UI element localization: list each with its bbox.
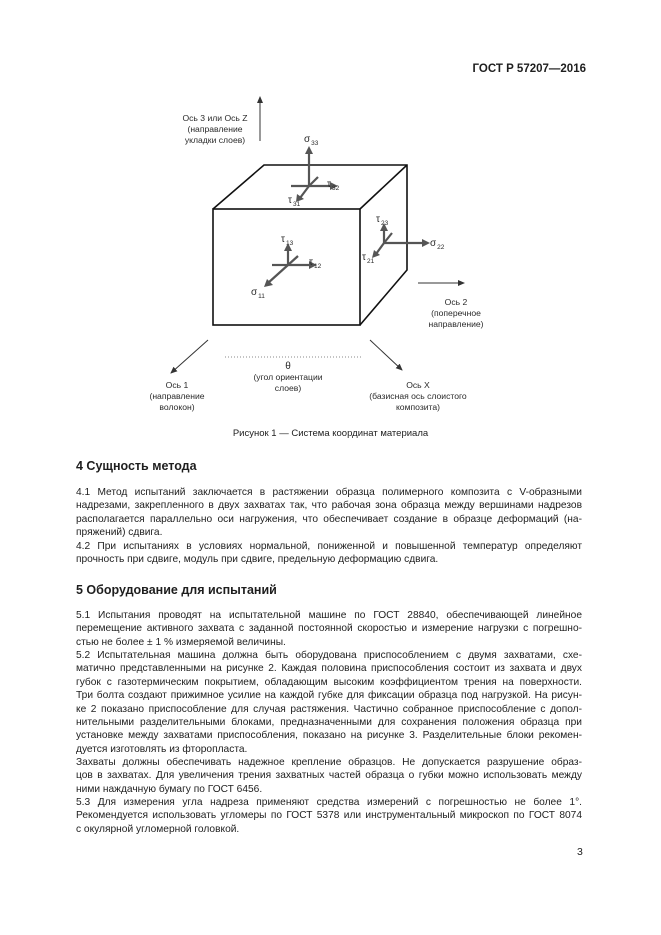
axisx-label-line: (базисная ось слоистого — [369, 391, 467, 401]
text-line: 4.1 Метод испытаний заключается в растяжении образца полимерного композита с V-образными — [76, 487, 582, 498]
theta-symbol: θ — [285, 361, 291, 372]
axisx-arrow — [370, 340, 402, 370]
symbol-subscript: 22 — [437, 244, 445, 251]
symbol-subscript: 32 — [331, 185, 340, 192]
section5-title: 5 Оборудование для испытаний — [76, 583, 277, 597]
axisx-label — [363, 380, 473, 413]
text-line: 5.2 Испытательная машина должна быть оборудована приспособлением с двумя захватами, схе- — [76, 650, 582, 661]
text-line: установке между захватами приспособления, показано на рисунке 3. Разделительные блоки рекомен- — [76, 730, 582, 742]
axis2-label-line: направление) — [428, 319, 484, 329]
section4-paragraph-1 — [76, 486, 582, 540]
text-line: ке 2 показано приспособление для случая растяжения. Частично собранное приспособление с допол- — [76, 703, 582, 715]
symbol-main: σ — [304, 134, 311, 145]
tau31-arrow — [300, 186, 309, 198]
text-line: матично представленными на рисунке 2. Каждая половина приспособления состоит из захвата и двух — [76, 663, 582, 675]
axis1-label-line: (направление — [149, 391, 205, 401]
text-line: Три болта создают прижимное усилие на каждой губке для фиксации образца под нагрузкой. На рисун- — [76, 690, 582, 702]
section5-paragraph-2 — [76, 649, 582, 756]
symbol-subscript: 21 — [366, 258, 375, 265]
text-line: 5.3 Для измерения угла надреза применяют средства измерений с погрешностью не более 1°. — [76, 797, 582, 808]
symbol-main: σ — [251, 287, 258, 298]
page-number: 3 — [577, 846, 583, 858]
axis2-label-line: (поперечное — [431, 308, 481, 318]
symbol-main: τ — [376, 214, 380, 225]
text-line: дуется изготовлять из фторопласта. — [76, 743, 248, 755]
axis1-arrow — [171, 340, 208, 373]
text-line: надрезами, закрепленного в двух захватах так, что рабочая зона образца между вершинами надрезов — [76, 500, 582, 512]
axis1-label-line: Ось 1 — [165, 380, 189, 390]
tau23-label — [376, 215, 388, 226]
symbol-subscript: 12 — [313, 263, 322, 270]
text-line: цов в захватах. Для увеличения трения захватных частей образца о губки можно использовать между — [76, 770, 582, 782]
figure-coordinate-system — [0, 0, 661, 450]
sigma33-label — [304, 135, 318, 146]
text-line: стью не более ± 1 % измеряемой величины. — [76, 636, 286, 648]
axis3-label-line: Ось 3 или Ось Z — [182, 113, 248, 123]
tau13-label — [281, 235, 293, 246]
text-line: 5.1 Испытания проводят на испытательной машине по ГОСТ 28840, обеспечивающей линейное — [76, 610, 582, 621]
text-line: прочность при сдвиге, модуль при сдвиге, предельную деформацию сдвига. — [76, 554, 439, 566]
figure-caption: Рисунок 1 — Система координат материала — [232, 428, 429, 439]
text-line: располагается параллельно оси нагружения, что обеспечивает создание в образце деформаций (на- — [76, 513, 582, 525]
symbol-main: τ — [281, 234, 285, 245]
axis2-label-line: Ось 2 — [444, 297, 468, 307]
section4-paragraph-2 — [76, 540, 582, 567]
axis3-label — [162, 113, 268, 146]
axis1-label-line: волокон) — [159, 402, 195, 412]
text-line: губок с газотермическим покрытием, обладающим высоким коэффициентом трения на поверхности. — [76, 676, 582, 688]
tau21-arrow — [376, 243, 384, 254]
symbol-subscript: 23 — [380, 220, 389, 227]
tau12-label — [309, 258, 321, 269]
section5-paragraph-3 — [76, 756, 582, 796]
theta-label-line: слоев) — [274, 383, 302, 393]
text-line: перемещение активного захвата с заданной постоянной скоростью и измерение нагрузки с погрешно- — [76, 623, 582, 635]
text-line: ними наждачную бумагу по ГОСТ 6456. — [76, 783, 263, 795]
section5-paragraph-4 — [76, 796, 582, 836]
symbol-subscript: 31 — [292, 201, 301, 208]
theta-label — [238, 361, 338, 394]
axisx-label-line: Ось X — [406, 380, 430, 390]
text-line: Рекомендуется использовать угломеры по ГОСТ 5378 или инструментальный микроскоп по ГОСТ 8074 — [76, 810, 582, 822]
sigma11-arrow — [268, 265, 288, 283]
section4-title: 4 Сущность метода — [76, 459, 197, 473]
axis3-label-line: (направление — [187, 124, 243, 134]
symbol-main: σ — [430, 238, 437, 249]
cube-top-front-edge — [360, 165, 407, 209]
symbol-main: τ — [309, 257, 313, 268]
symbol-subscript: 13 — [285, 240, 294, 247]
axis2-label — [406, 297, 506, 330]
sigma11-label — [251, 288, 265, 299]
text-line: пряжений) сдвига. — [76, 527, 163, 539]
symbol-main: τ — [362, 252, 366, 263]
tau21-label — [362, 253, 374, 264]
theta-label-line: (угол ориентации — [253, 372, 323, 382]
symbol-subscript: 11 — [258, 293, 265, 300]
cube-top-right-edges — [213, 165, 407, 325]
tau32-label — [327, 180, 339, 191]
tau31-label — [288, 196, 300, 207]
symbol-subscript: 33 — [311, 140, 319, 147]
symbol-main: τ — [327, 179, 331, 190]
axis1-label — [137, 380, 217, 413]
text-line: с окулярной угломерной головкой. — [76, 823, 240, 835]
section5-paragraph-1 — [76, 609, 582, 649]
axisx-label-line: композита) — [395, 402, 441, 412]
symbol-main: τ — [288, 195, 292, 206]
document-header: ГОСТ Р 57207—2016 — [472, 63, 586, 75]
sigma22-label — [430, 239, 444, 250]
text-line: нительными разделительными блоками, предназначенными для сохранения положения образца при — [76, 717, 582, 729]
text-line: Захваты должны обеспечивать надежное крепление образцов. Не допускается разрушение образ- — [76, 757, 582, 768]
text-line: 4.2 При испытаниях в условиях нормальной, пониженной и повышенной температур определяют — [76, 541, 582, 552]
cube — [213, 165, 407, 325]
axis3-label-line: укладки слоев) — [184, 135, 246, 145]
